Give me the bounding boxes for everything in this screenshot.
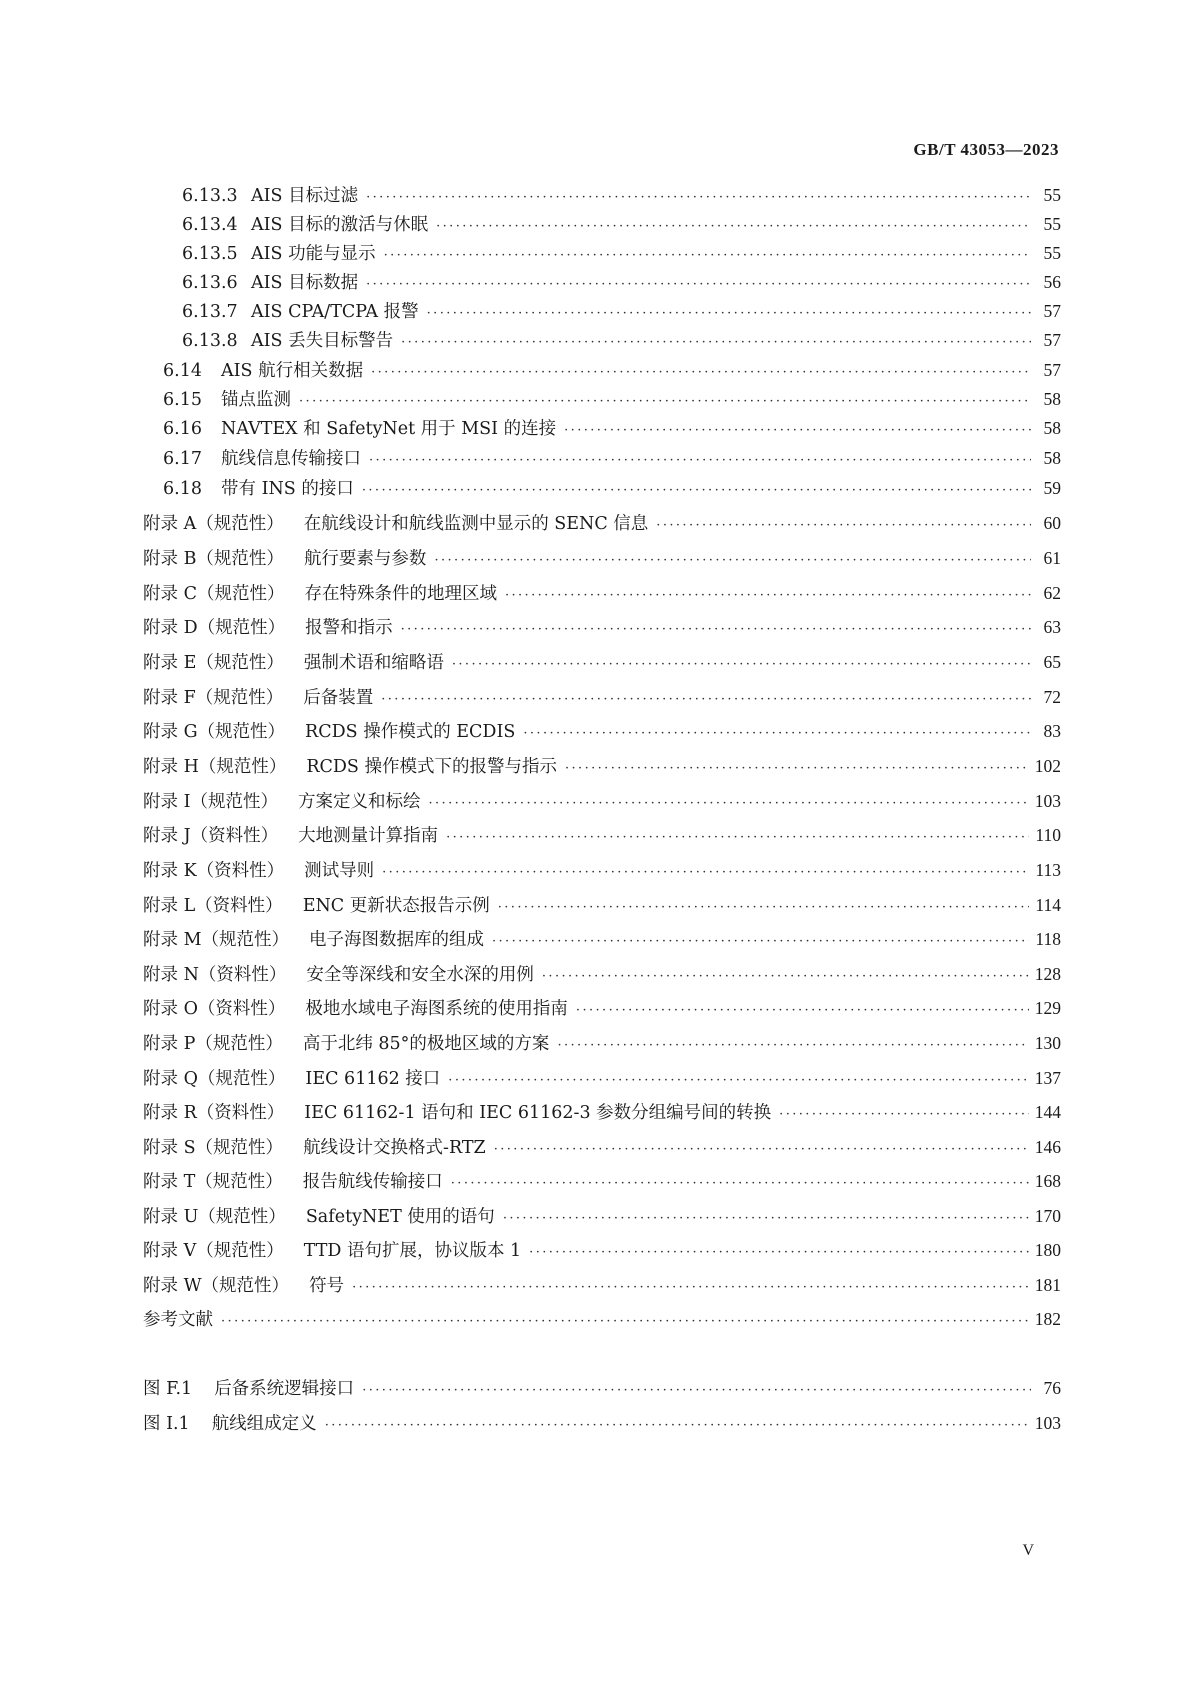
toc-entry[interactable] (143, 357, 1061, 383)
toc-entry-page: 60 (1043, 513, 1061, 533)
toc-entry-number: 附录 T（规范性） (143, 1172, 283, 1192)
toc-entry-number: 附录 W（规范性） (143, 1276, 290, 1296)
toc-entry-title: ENC 更新状态报告示例 (302, 896, 490, 916)
document-id: GB/T 43053—2023 (913, 140, 1059, 159)
toc-entry-page: 182 (1034, 1309, 1061, 1329)
toc-entry-title: 强制术语和缩略语 (303, 653, 444, 673)
toc-entry-page: 55 (1043, 185, 1061, 205)
toc-entry-number: 6.16 (163, 419, 202, 439)
toc-entry-page: 59 (1043, 478, 1061, 498)
toc-leader-dots (451, 1171, 1029, 1197)
toc-entry-title: 方案定义和标绘 (297, 792, 421, 812)
toc-entry-number: 附录 N（资料性） (143, 965, 287, 985)
toc-entry-page: 170 (1034, 1206, 1061, 1226)
toc-leader-dots (299, 389, 1031, 415)
toc-leader-dots (401, 330, 1031, 356)
toc-entry-number: 附录 D（规范性） (143, 618, 286, 638)
toc-entry-number: 附录 U（规范性） (143, 1207, 286, 1227)
toc-entry-title: RCDS 操作模式的 ECDIS (305, 722, 516, 742)
toc-leader-dots (371, 360, 1031, 386)
toc-leader-dots (325, 1413, 1029, 1439)
toc-entry-number: 附录 C（规范性） (143, 584, 285, 604)
toc-entry-page: 129 (1034, 998, 1061, 1018)
toc-entry-number: 附录 H（规范性） (143, 757, 287, 777)
toc-entry-title: 报警和指示 (305, 618, 393, 638)
toc-entry-page: 56 (1043, 272, 1061, 292)
toc-entry[interactable] (143, 961, 1061, 987)
toc-entry-page: 83 (1043, 721, 1061, 741)
toc-leader-dots (381, 687, 1031, 713)
toc-entry-number: 图 I.1 (143, 1414, 190, 1434)
toc-entry-title: 安全等深线和安全水深的用例 (306, 965, 534, 985)
toc-entry-number: 附录 I（规范性） (143, 792, 278, 812)
toc-entry-title: 存在特殊条件的地理区域 (304, 584, 497, 604)
toc-entry-page: 103 (1034, 1413, 1061, 1433)
toc-entry-title: 航线信息传输接口 (221, 449, 361, 469)
toc-entry-number: 附录 O（资料性） (143, 999, 286, 1019)
toc-entry-page: 57 (1043, 360, 1061, 380)
toc-entry-number: 附录 F（规范性） (143, 688, 284, 708)
toc-entry-number: 6.15 (163, 390, 202, 410)
toc-entry-number: 附录 A（规范性） (143, 514, 284, 534)
toc-entry[interactable] (143, 995, 1061, 1021)
toc-entry-title: AIS 功能与显示 (251, 244, 376, 264)
toc-entry-page: 110 (1035, 825, 1061, 845)
toc-entry-number: 附录 Q（规范性） (143, 1069, 286, 1089)
toc-entry-number: 附录 M（规范性） (143, 930, 289, 950)
toc-leader-dots (503, 1206, 1029, 1232)
toc-entry-title: 报告航线传输接口 (302, 1172, 443, 1192)
toc-leader-dots (362, 478, 1031, 504)
toc-entry[interactable] (143, 649, 1061, 675)
toc-leader-dots (564, 418, 1031, 444)
toc-entry[interactable] (143, 240, 1061, 266)
toc-entry-title: AIS 目标数据 (251, 273, 359, 293)
toc-leader-dots (428, 791, 1028, 817)
toc-entry-page: 65 (1043, 652, 1061, 672)
toc-entry-number: 6.18 (163, 479, 202, 499)
toc-entry[interactable] (143, 1099, 1061, 1125)
toc-entry-number: 6.13.3 (182, 186, 238, 206)
toc-entry[interactable] (143, 580, 1061, 606)
toc-leader-dots (446, 825, 1029, 851)
toc-entry-number: 6.13.6 (182, 273, 238, 293)
toc-entry[interactable] (143, 327, 1061, 353)
toc-leader-dots (494, 1137, 1029, 1163)
toc-entry-page: 63 (1043, 617, 1061, 637)
toc-entry-page: 118 (1035, 929, 1061, 949)
toc-entry-page: 128 (1034, 964, 1061, 984)
toc-entry[interactable] (143, 892, 1061, 918)
toc-entry[interactable] (143, 1237, 1061, 1263)
toc-entry-title: SafetyNET 使用的语句 (305, 1207, 495, 1227)
toc-entry-number: 附录 G（规范性） (143, 722, 286, 742)
toc-leader-dots (542, 964, 1029, 990)
toc-entry-title: 大地测量计算指南 (298, 826, 439, 846)
toc-leader-dots (523, 721, 1031, 747)
toc-entry-title: AIS 丢失目标警告 (251, 331, 394, 351)
toc-leader-dots (779, 1102, 1029, 1128)
toc-entry-title: AIS 目标的激活与休眠 (251, 215, 429, 235)
toc-entry-title: 在航线设计和航线监测中显示的 SENC 信息 (303, 514, 649, 534)
toc-entry-page: 55 (1043, 214, 1061, 234)
toc-entry-page: 58 (1043, 448, 1061, 468)
toc-entry[interactable] (143, 614, 1061, 640)
toc-entry-number: 附录 S（规范性） (143, 1138, 284, 1158)
toc-leader-dots (565, 756, 1029, 782)
toc-entry-page: 113 (1035, 860, 1061, 880)
toc-entry-page: 102 (1034, 756, 1061, 776)
toc-entry-number: 附录 L（资料性） (143, 896, 283, 916)
toc-entry[interactable] (143, 684, 1061, 710)
toc-entry-title: 高于北纬 85°的极地区域的方案 (302, 1034, 550, 1054)
toc-entry-title: 符号 (309, 1276, 345, 1296)
toc-leader-dots (448, 1068, 1028, 1094)
toc-leader-dots (436, 214, 1031, 240)
toc-leader-dots (369, 448, 1031, 474)
toc-entry-title: 锚点监测 (221, 390, 291, 410)
toc-entry[interactable] (143, 182, 1061, 208)
toc-entry-page: 76 (1043, 1378, 1061, 1398)
toc-entry-title: 电子海图数据库的组成 (308, 930, 484, 950)
toc-leader-dots (382, 860, 1029, 886)
toc-entry[interactable] (143, 788, 1061, 814)
toc-entry-title: AIS CPA/TCPA 报警 (251, 302, 419, 322)
toc-entry-number: 附录 B（规范性） (143, 549, 284, 569)
toc-leader-dots (401, 617, 1031, 643)
toc-entry[interactable] (143, 475, 1061, 501)
toc-entry[interactable] (143, 1272, 1061, 1298)
toc-entry-title: RCDS 操作模式下的报警与指示 (306, 757, 557, 777)
toc-leader-dots (384, 243, 1031, 269)
toc-entry-title: 航行要素与参数 (303, 549, 427, 569)
toc-entry-page: 137 (1034, 1068, 1061, 1088)
toc-entry-title: 航线设计交换格式-RTZ (303, 1138, 486, 1158)
toc-entry[interactable] (143, 1134, 1061, 1160)
toc-entry-title: AIS 航行相关数据 (221, 361, 364, 381)
toc-leader-dots (557, 1033, 1028, 1059)
toc-entry-page: 144 (1034, 1102, 1061, 1122)
toc-entry-page: 146 (1034, 1137, 1061, 1157)
toc-entry[interactable] (143, 1065, 1061, 1091)
toc-entry[interactable] (143, 1168, 1061, 1194)
toc-entry[interactable] (143, 1306, 1061, 1332)
toc-entry-number: 附录 R（资料性） (143, 1103, 285, 1123)
toc-leader-dots (427, 301, 1031, 327)
toc-entry-title: 极地水域电子海图系统的使用指南 (305, 999, 568, 1019)
toc-entry[interactable] (143, 857, 1061, 883)
toc-entry-title: 后备装置 (303, 688, 374, 708)
toc-entry-page: 55 (1043, 243, 1061, 263)
toc-entry-page: 168 (1034, 1171, 1061, 1191)
toc-entry[interactable] (143, 1375, 1061, 1401)
toc-entry[interactable] (143, 269, 1061, 295)
toc-entry-number: 6.13.7 (182, 302, 238, 322)
toc-entry-title: TTD 语句扩展，协议版本 1 (303, 1241, 522, 1261)
toc-entry-number: 附录 E（规范性） (143, 653, 284, 673)
toc-entry[interactable] (143, 386, 1061, 412)
toc-entry-number: 6.17 (163, 449, 202, 469)
toc-entry-page: 62 (1043, 583, 1061, 603)
toc-entry-number: 6.13.4 (182, 215, 238, 235)
toc-leader-dots (452, 652, 1031, 678)
toc-entry-page: 72 (1043, 687, 1061, 707)
toc-entry-number: 6.14 (163, 361, 202, 381)
toc-entry-number: 附录 J（资料性） (143, 826, 279, 846)
toc-entry[interactable] (143, 926, 1061, 952)
toc-leader-dots (366, 185, 1031, 211)
toc-entry[interactable] (143, 1410, 1061, 1436)
toc-leader-dots (221, 1309, 1029, 1335)
toc-entry-page: 57 (1043, 330, 1061, 350)
toc-entry-title: 航线组成定义 (211, 1414, 317, 1434)
toc-entry[interactable] (143, 298, 1061, 324)
toc-entry-page: 103 (1034, 791, 1061, 811)
toc-entry[interactable] (143, 753, 1061, 779)
toc-entry-number: 6.13.5 (182, 244, 238, 264)
toc-leader-dots (366, 272, 1031, 298)
toc-leader-dots (576, 998, 1029, 1024)
toc-entry-title: 后备系统逻辑接口 (214, 1379, 355, 1399)
toc-entry-number: 附录 P（规范性） (143, 1034, 283, 1054)
toc-leader-dots (352, 1275, 1029, 1301)
toc-entry-title: 测试导则 (304, 861, 375, 881)
toc-entry-title: IEC 61162 接口 (305, 1069, 441, 1089)
toc-entry[interactable] (143, 1203, 1061, 1229)
toc-leader-dots (362, 1378, 1031, 1404)
toc-entry-number: 6.13.8 (182, 331, 238, 351)
toc-entry-page: 180 (1034, 1240, 1061, 1260)
toc-leader-dots (505, 583, 1031, 609)
toc-leader-dots (434, 548, 1031, 574)
toc-entry-number: 附录 V（规范性） (143, 1241, 284, 1261)
toc-entry[interactable] (143, 545, 1061, 571)
toc-entry-page: 130 (1034, 1033, 1061, 1053)
toc-entry-page: 114 (1035, 895, 1061, 915)
toc-leader-dots (498, 895, 1030, 921)
toc-entry[interactable] (143, 211, 1061, 237)
toc-entry-title: 带有 INS 的接口 (221, 479, 354, 499)
toc-entry-title: IEC 61162-1 语句和 IEC 61162-3 参数分组编号间的转换 (304, 1103, 772, 1123)
toc-entry[interactable] (143, 510, 1061, 536)
toc-entry-page: 57 (1043, 301, 1061, 321)
toc-entry-title: NAVTEX 和 SafetyNet 用于 MSI 的连接 (221, 419, 557, 439)
toc-entry-page: 58 (1043, 418, 1061, 438)
toc-entry[interactable] (143, 822, 1061, 848)
toc-entry[interactable] (143, 1030, 1061, 1056)
toc-leader-dots (529, 1240, 1029, 1266)
toc-entry-number: 图 F.1 (143, 1379, 193, 1399)
toc-entry-page: 181 (1034, 1275, 1061, 1295)
toc-entry-title: 参考文献 (143, 1310, 213, 1330)
toc-leader-dots (492, 929, 1029, 955)
toc-entry-page: 58 (1043, 389, 1061, 409)
page-number: V (1022, 1542, 1034, 1559)
toc-entry[interactable] (143, 718, 1061, 744)
toc-entry-number: 附录 K（资料性） (143, 861, 285, 881)
toc-entry-page: 61 (1043, 548, 1061, 568)
toc-entry[interactable] (143, 415, 1061, 441)
toc-leader-dots (656, 513, 1031, 539)
toc-entry[interactable] (143, 445, 1061, 471)
toc-entry-title: AIS 目标过滤 (251, 186, 359, 206)
